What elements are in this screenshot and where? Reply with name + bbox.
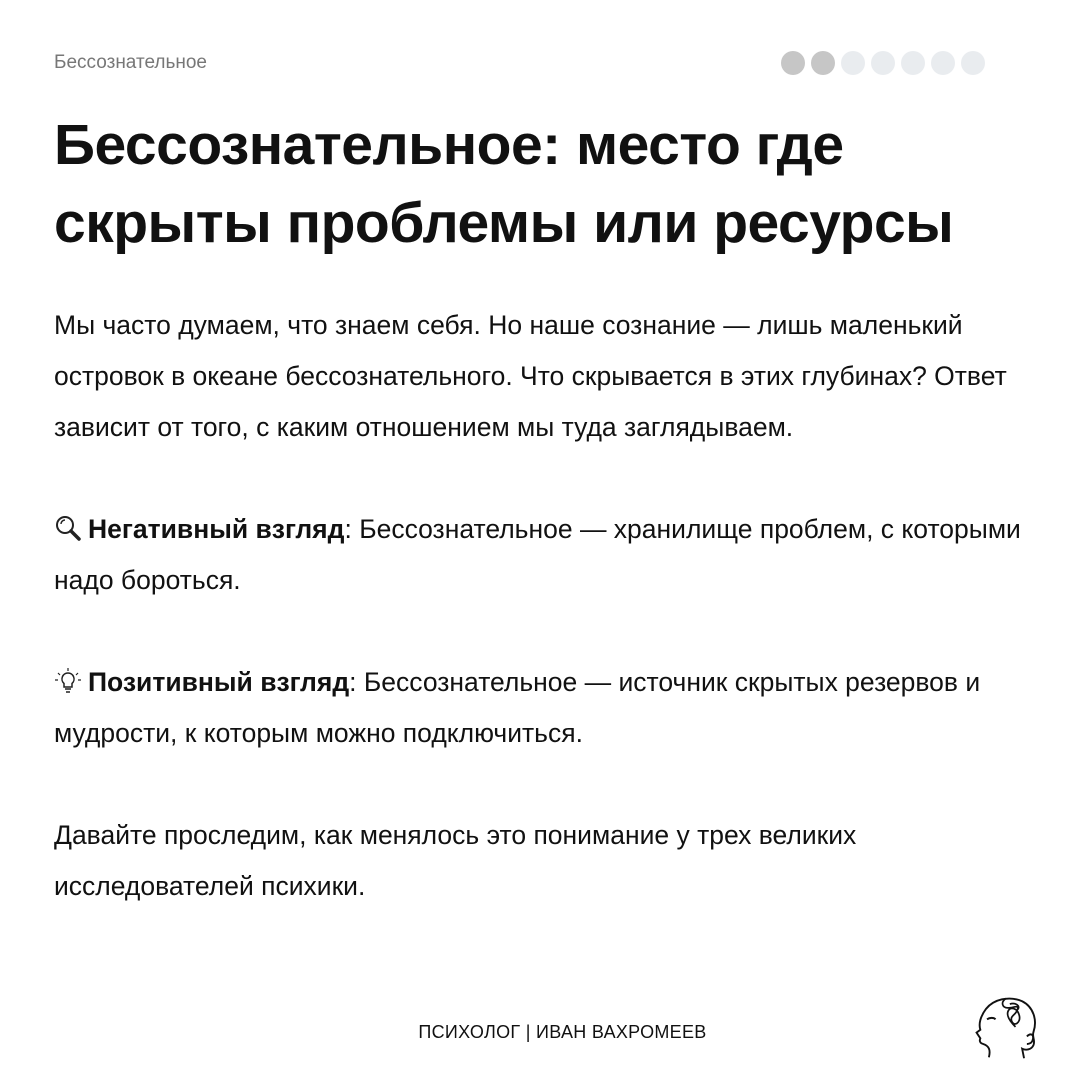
head-logo-icon xyxy=(968,985,1044,1065)
magnifier-icon xyxy=(54,508,82,536)
progress-dot xyxy=(781,51,805,75)
progress-dot xyxy=(871,51,895,75)
progress-dot xyxy=(961,51,985,75)
negative-paragraph xyxy=(54,504,1054,606)
outro-paragraph: Давайте проследим, как менялось это понимание у трех великих исследователей психики. xyxy=(54,820,857,901)
negative-label: Негативный взгляд xyxy=(88,514,345,544)
slide-progress xyxy=(781,51,985,75)
progress-dot xyxy=(841,51,865,75)
progress-dot xyxy=(811,51,835,75)
positive-text: : Бессознательное — источник скрытых резервов и мудрости, к которым можно подключиться. xyxy=(54,667,981,748)
footer-author: ПСИХОЛОГ | ИВАН ВАХРОМЕЕВ xyxy=(418,1022,707,1042)
positive-paragraph xyxy=(54,657,1054,759)
page-title: Бессознательное: место где скрыты проблемы или ресурсы xyxy=(54,113,954,255)
negative-text: : Бессознательное — хранилище проблем, с которыми надо бороться. xyxy=(54,514,1021,595)
lightbulb-icon xyxy=(54,661,82,689)
topic-label: Бессознательное xyxy=(54,52,207,73)
intro-paragraph: Мы часто думаем, что знаем себя. Но наше сознание — лишь маленький островок в океане бессознательного. Что скрывается в этих глубинах? Ответ зависит от того, с каким отношением мы туда заглядываем. xyxy=(54,310,1007,442)
progress-dot xyxy=(931,51,955,75)
body-text xyxy=(54,300,1054,963)
positive-label: Позитивный взгляд xyxy=(88,667,350,697)
progress-dot xyxy=(901,51,925,75)
